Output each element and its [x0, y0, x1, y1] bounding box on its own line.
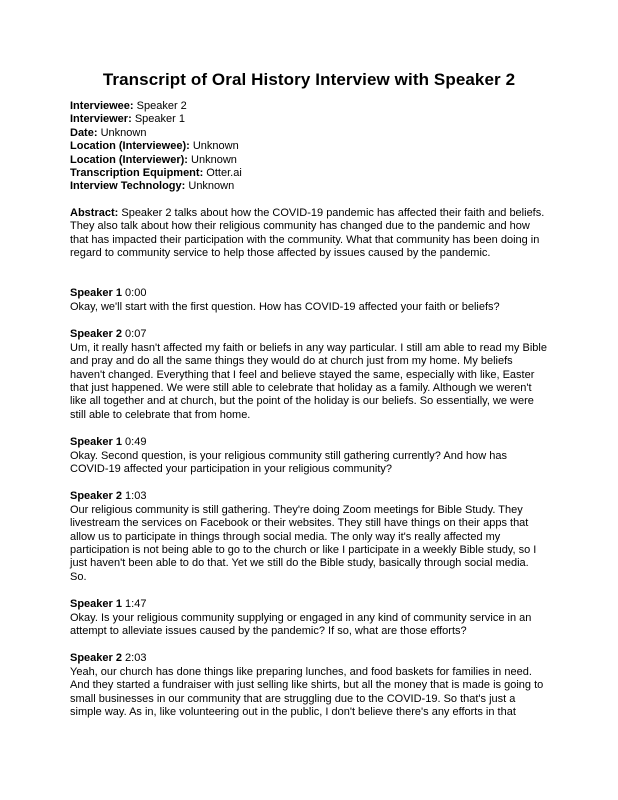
turn-timestamp: 1:03	[125, 490, 147, 503]
speaker-name: Speaker 1	[70, 598, 122, 611]
turn-timestamp: 0:00	[125, 287, 147, 300]
turn-heading	[70, 328, 548, 341]
turn-text: Okay, we'll start with the first question. How has COVID-19 affected your faith or beliefs?	[70, 300, 500, 313]
speaker-name: Speaker 2	[70, 652, 122, 665]
metadata-row	[70, 127, 548, 140]
metadata-label: Date:	[70, 126, 98, 139]
metadata-row	[70, 140, 548, 153]
turn-heading	[70, 436, 548, 449]
turn-timestamp: 1:47	[125, 598, 147, 611]
metadata-value: Otter.ai	[206, 167, 242, 180]
speaker-name: Speaker 2	[70, 328, 122, 341]
turn-heading	[70, 287, 548, 300]
metadata-value: Speaker 2	[136, 100, 187, 112]
abstract-text: Speaker 2 talks about how the COVID-19 pandemic has affected their faith and beliefs. They also talk about how their religious community has changed due to the pandemic and how that has impacted their participation with the community. What that community has been doing in regard to community service to help those affected by issues caused by the pandemic.	[70, 206, 545, 260]
transcript-turn	[70, 287, 548, 314]
transcript-turn	[70, 436, 548, 476]
metadata-value: Unknown	[100, 126, 147, 139]
metadata-row	[70, 167, 548, 180]
turn-heading	[70, 490, 548, 503]
transcript-turn	[70, 328, 548, 422]
turn-heading	[70, 598, 548, 611]
abstract-label: Abstract:	[70, 206, 119, 219]
speaker-name: Speaker 1	[70, 287, 122, 300]
speaker-name: Speaker 2	[70, 490, 122, 503]
transcript-turn	[70, 598, 548, 638]
transcript-turn	[70, 490, 548, 584]
metadata-value: Unknown	[192, 140, 239, 153]
metadata-row	[70, 100, 548, 113]
turn-text: Yeah, our church has done things like preparing lunches, and food baskets for families in need. And they started a fundraiser with just selling like shirts, but all the money that is made is going to small businesses in our community that are struggling due to the COVID-19. So that's just a simple way. As in, like volunteering out in the public, I don't believe there's any efforts in that	[70, 665, 544, 719]
metadata-value: Unknown	[188, 180, 235, 193]
metadata-label: Interviewee:	[70, 100, 134, 112]
metadata-label: Interview Technology:	[70, 180, 186, 193]
transcript-turns	[70, 287, 548, 719]
metadata-label: Transcription Equipment:	[70, 167, 204, 180]
metadata-row	[70, 113, 548, 126]
transcript-turn	[70, 652, 548, 719]
turn-timestamp: 2:03	[125, 652, 147, 665]
metadata-label: Interviewer:	[70, 113, 132, 126]
document-title: Transcript of Oral History Interview with Speaker 2	[102, 70, 516, 89]
metadata-row	[70, 180, 548, 193]
metadata-block	[70, 100, 548, 194]
abstract-paragraph	[70, 207, 548, 261]
metadata-value: Speaker 1	[134, 113, 185, 126]
turn-text: Um, it really hasn't affected my faith or beliefs in any way particular. I still am able to read my Bible and pray and do all the same things they would do at church just from my home. My beliefs haven't changed. Everything that I feel and believe stayed the same, especially with like, Easter that just happened. We were still able to celebrate that holiday as a family. Although we weren't like all together and at church, but the point of the holiday is our beliefs. So essentially, we were still able to celebrate that from home.	[70, 341, 547, 421]
turn-text: Okay. Second question, is your religious community still gathering currently? And how has COVID-19 affected your participation in your religious community?	[70, 449, 507, 475]
turn-heading	[70, 652, 548, 665]
metadata-label: Location (Interviewer):	[70, 153, 188, 166]
metadata-label: Location (Interviewee):	[70, 140, 190, 153]
speaker-name: Speaker 1	[70, 436, 122, 449]
metadata-value: Unknown	[191, 153, 237, 166]
metadata-row	[70, 154, 548, 167]
document-content	[70, 0, 548, 719]
turn-timestamp: 0:07	[125, 328, 147, 341]
turn-text: Okay. Is your religious community supplying or engaged in any kind of community service in an attempt to alleviate issues caused by the pandemic? If so, what are those efforts?	[70, 611, 532, 637]
turn-text: Our religious community is still gathering. They're doing Zoom meetings for Bible Study. They livestream the services on Facebook or their websites. They still have things on their apps that allow us to participate in things through social media. The only way it's really affected my participation is not being able to go to the church or like I participate in a weekly Bible study, so I just haven't been able to do that. Yet we still do the Bible study, basically through social media. So.	[70, 503, 537, 583]
turn-timestamp: 0:49	[125, 436, 147, 449]
